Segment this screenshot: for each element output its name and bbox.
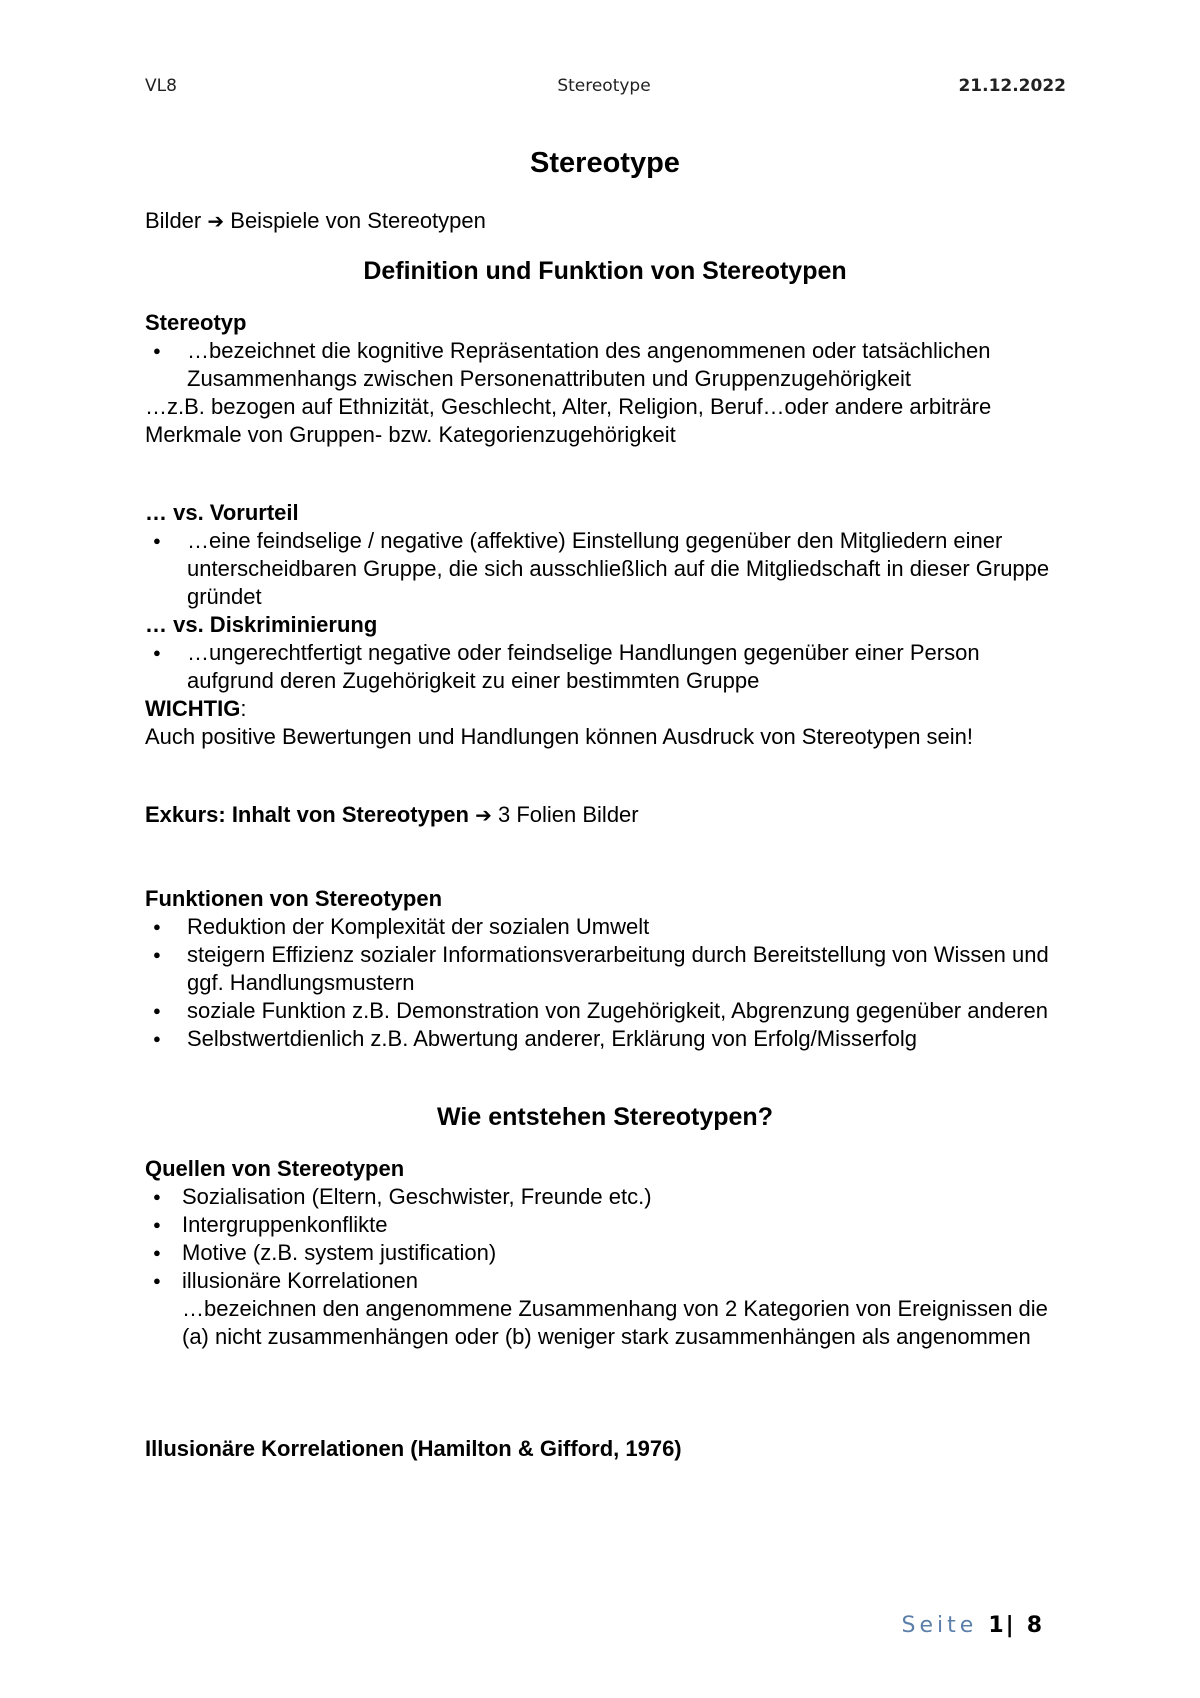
header-date: 21.12.2022 bbox=[958, 76, 1066, 96]
list-item: ● Motive (z.B. system justification) bbox=[145, 1239, 1065, 1267]
stereotyp-label: Stereotyp bbox=[145, 310, 247, 335]
section-heading-definition: Definition und Funktion von Stereotypen bbox=[363, 257, 847, 285]
quellen-label: Quellen von Stereotypen bbox=[145, 1156, 405, 1181]
header-topic: Stereotype bbox=[557, 76, 651, 96]
header-course: VL8 bbox=[145, 76, 177, 96]
list-item: ● …ungerechtfertigt negative oder feindselige Handlungen gegenüber einer Person aufgrund deren Zugehörigkeit zu einer bestimmten Gruppe bbox=[145, 639, 1065, 695]
diskriminierung-list bbox=[145, 639, 1065, 695]
list-item: ● Sozialisation (Eltern, Geschwister, Freunde etc.) bbox=[145, 1183, 1065, 1211]
quellen-list bbox=[145, 1183, 1065, 1295]
list-item: ● Intergruppenkonflikte bbox=[145, 1211, 1065, 1239]
wichtig-colon: : bbox=[240, 696, 247, 721]
page-number bbox=[902, 1613, 1044, 1638]
illusion-text: …bezeichnen den angenommene Zusammenhang von 2 Kategorien von Ereignissen die (a) nicht zusammenhängen oder (b) weniger stark zusammenhängen als angenommen bbox=[182, 1296, 1048, 1349]
stereotyp-note: …z.B. bezogen auf Ethnizität, Geschlecht, Alter, Religion, Beruf…oder andere arbiträre Merkmale von Gruppen- bzw. Kategorienzugehörigkeit bbox=[145, 394, 992, 447]
funktionen-list bbox=[145, 913, 1065, 1053]
list-item: ● …bezeichnet die kognitive Repräsentation des angenommenen oder tatsächlichen Zusammenhangs zwischen Personenattributen und Gruppenzugehörigkeit bbox=[145, 337, 1065, 393]
wichtig-line bbox=[145, 695, 1065, 723]
exkurs-label: Exkurs: Inhalt von Stereotypen bbox=[145, 802, 469, 827]
stereotyp-list bbox=[145, 337, 1065, 393]
diskriminierung-label: … vs. Diskriminierung bbox=[145, 612, 378, 637]
current-page: 1 bbox=[988, 1613, 1006, 1638]
list-item: ● Reduktion der Komplexität der sozialen Umwelt bbox=[145, 913, 1065, 941]
list-item: ● Selbstwertdienlich z.B. Abwertung anderer, Erklärung von Erfolg/Misserfolg bbox=[145, 1025, 1065, 1053]
intro-line bbox=[145, 207, 1065, 235]
document-body bbox=[145, 145, 1065, 1463]
wichtig-text: Auch positive Bewertungen und Handlungen können Ausdruck von Stereotypen sein! bbox=[145, 724, 974, 749]
wichtig-label: WICHTIG bbox=[145, 696, 241, 721]
vorurteil-label: … vs. Vorurteil bbox=[145, 500, 299, 525]
exkurs-line bbox=[145, 801, 1065, 829]
list-item: ● soziale Funktion z.B. Demonstration von Zugehörigkeit, Abgrenzung gegenüber anderen bbox=[145, 997, 1065, 1025]
total-pages: 8 bbox=[1026, 1613, 1044, 1638]
intro-after: Beispiele von Stereotypen bbox=[230, 208, 486, 233]
exkurs-text: 3 Folien Bilder bbox=[497, 802, 639, 827]
intro-before: Bilder bbox=[145, 208, 202, 233]
funktionen-label: Funktionen von Stereotypen bbox=[145, 886, 443, 911]
list-item: ● illusionäre Korrelationen bbox=[145, 1267, 1065, 1295]
arrow-icon: ➔ bbox=[207, 209, 225, 233]
list-item: ● …eine feindselige / negative (affektive) Einstellung gegenüber den Mitgliedern einer unterscheidbaren Gruppe, die sich ausschließlich auf die Mitgliedschaft in dieser Gruppe gründet bbox=[145, 527, 1065, 611]
page-separator: | bbox=[1005, 1613, 1016, 1638]
vorurteil-list bbox=[145, 527, 1065, 611]
list-item: ● steigern Effizienz sozialer Informationsverarbeitung durch Bereitstellung von Wissen und ggf. Handlungsmustern bbox=[145, 941, 1065, 997]
page-title: Stereotype bbox=[530, 147, 680, 179]
section-heading-entstehung: Wie entstehen Stereotypen? bbox=[437, 1103, 773, 1131]
illusion-heading: Illusionäre Korrelationen (Hamilton & Gifford, 1976) bbox=[145, 1436, 682, 1461]
page-label: Seite bbox=[901, 1613, 978, 1638]
arrow-icon: ➔ bbox=[475, 803, 492, 827]
